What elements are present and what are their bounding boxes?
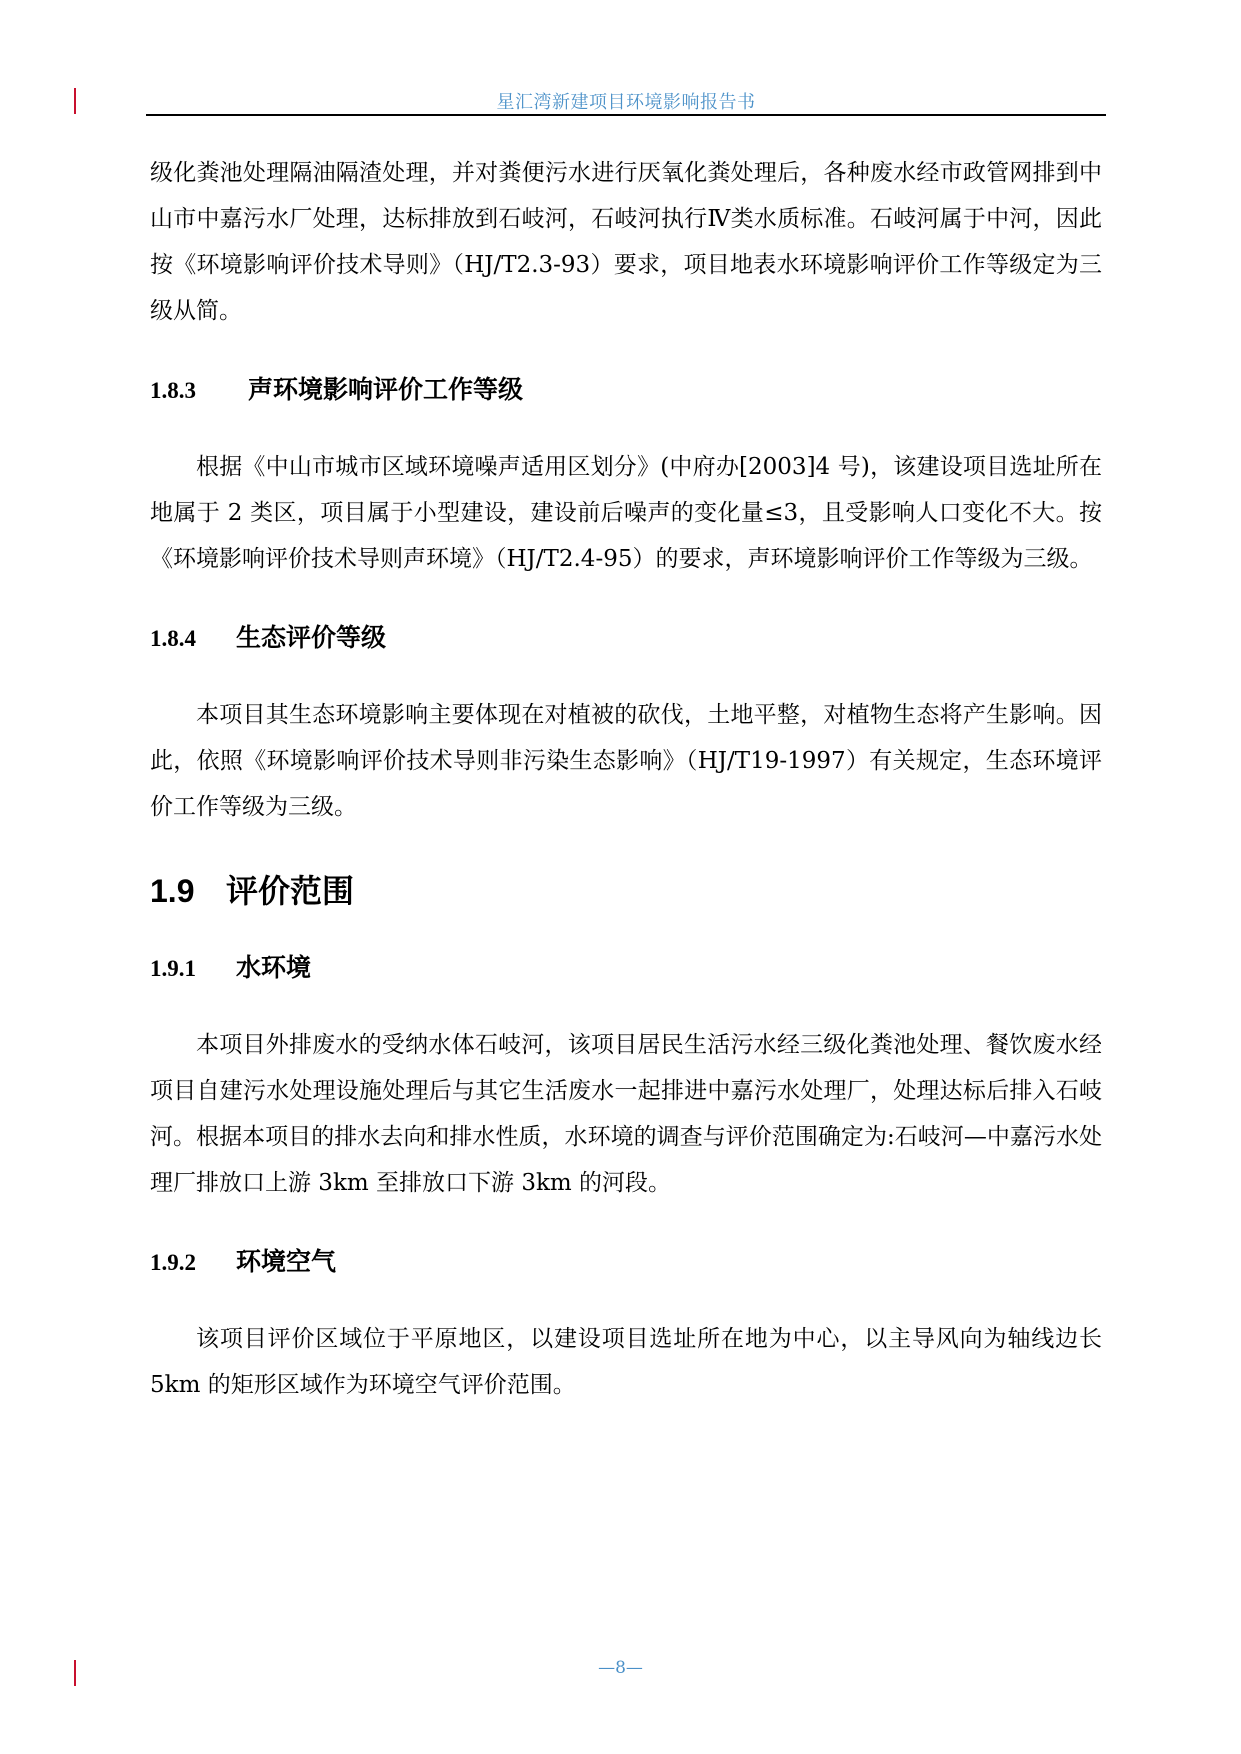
section-title: 声环境影响评价工作等级 (248, 375, 524, 404)
section-paragraph-1-8-4: 本项目其生态环境影响主要体现在对植被的砍伐，土地平整，对植物生态将产生影响。因此，依照《环境影响评价技术导则非污染生态影响》（HJ/T19-1997）有关规定，生态环境评价工作等级为三级。 (150, 702, 1102, 820)
crop-mark-top (74, 88, 76, 114)
section-heading-1-9-2 (150, 1242, 1102, 1278)
section-paragraph-1-8-3: 根据《中山市城市区域环境噪声适用区划分》(中府办[2003]4 号)，该建设项目选址所在地属于 2 类区，项目属于小型建设，建设前后噪声的变化量≤3，且受影响人口变化不大。按《环境影响评价技术导则声环境》（HJ/T2.4-95）的要求，声环境影响评价工作等级为三级。 (150, 454, 1102, 572)
section-number: 1.8.3 (150, 378, 196, 403)
intro-paragraph: 级化粪池处理隔油隔渣处理，并对粪便污水进行厌氧化粪处理后，各种废水经市政管网排到中山市中嘉污水厂处理，达标排放到石岐河，石岐河执行Ⅳ类水质标准。石岐河属于中河，因此按《环境影响评价技术导则》（HJ/T2.3-93）要求，项目地表水环境影响评价工作等级定为三级从简。 (150, 160, 1102, 324)
section-title: 评价范围 (226, 872, 355, 910)
section-paragraph-1-9-1: 本项目外排废水的受纳水体石岐河，该项目居民生活污水经三级化粪池处理、餐饮废水经项目自建污水处理设施处理后与其它生活废水一起排进中嘉污水处理厂，处理达标后排入石岐河。根据本项目的排水去向和排水性质，水环境的调查与评价范围确定为:石岐河—中嘉污水处理厂排放口上游 3km 至排放口下游 3km 的河段。 (150, 1032, 1102, 1196)
page-number-value: 8 (615, 1658, 626, 1678)
section-heading-1-9 (150, 866, 1102, 912)
section-title: 生态评价等级 (236, 623, 387, 652)
header-rule (146, 114, 1106, 116)
page-number: —8— (598, 1658, 643, 1678)
section-number: 1.9.1 (150, 956, 196, 981)
page-content (150, 150, 1102, 1408)
running-header: 星汇湾新建项目环境影响报告书 (496, 92, 756, 113)
section-number: 1.9.2 (150, 1250, 196, 1275)
section-title: 环境空气 (236, 1247, 337, 1276)
section-number: 1.9 (150, 873, 195, 909)
section-number: 1.8.4 (150, 626, 196, 651)
section-paragraph-1-9-2: 该项目评价区域位于平原地区，以建设项目选址所在地为中心，以主导风向为轴线边长 5km 的矩形区域作为环境空气评价范围。 (150, 1326, 1102, 1398)
section-title: 水环境 (236, 953, 312, 982)
section-heading-1-9-1 (150, 948, 1102, 984)
section-heading-1-8-3 (150, 370, 1102, 406)
section-heading-1-8-4 (150, 618, 1102, 654)
